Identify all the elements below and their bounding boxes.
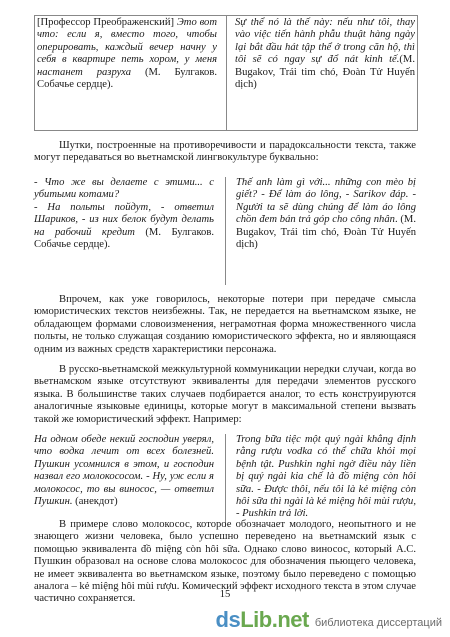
paragraph-1: Шутки, построенные на противоречивости и парадоксальности текста, также могут передаваться во вьетнамской лингвокультуре буквально: (34, 140, 416, 164)
paragraph-4: В примере слово молокосос, которое обозначает молодого, неопытного и не знающего жизни человека, было успешно переведено на вьетнамский язык с помощью эквивалента đồ miệng còn hôi sữa. Однако слово виносос, который А.С. Пушкин образовал на основе слова молокосос для обозначения пьющего человека, не имеет эквивалента во вьетнамском языке, поэтому было переведено с помощью аналога – kẻ miệng hôi mùi rượu. Комический эффект исходного текста в этом случае частично сохраняется. (34, 519, 416, 605)
watermark-tagline: библиотека диссертаций (314, 616, 442, 629)
column-divider (226, 16, 227, 130)
bilingual-table-1 (34, 15, 418, 131)
russian-quote: [Профессор Преображенский] Это вот что: если я, вместо того, чтобы оперировать, каждый вечер начну у себя в квартире петь хором, у меня настанет разруха (М. Булгаков. Собачье сердце). (37, 17, 217, 91)
paragraph-3: В русско-вьетнамской межкультурной коммуникации нередки случаи, когда во вьетнамском языке отсутствуют эквиваленты для передачи элементов русского языка. В большинстве таких случаев подбирается аналог, то есть конструируются аналогичные языковые единицы, которые могут в максимальной степени вызвать такой же юмористический эффект. Например: (34, 364, 416, 425)
page-number: 15 (219, 589, 231, 600)
paragraph-2: Впрочем, как уже говорилось, некоторые потери при передаче смысла юмористических текстов неизбежны. Так, не передается на вьетнамском языке, не обладающем формами словоизменения, неграмотная форма множественного числа польты, не только служащая созданию юмористического эффекта, но и являющаяся одним из важных средств характеристики персонажа. (34, 294, 416, 355)
vietnamese-translation: Thế anh làm gì với... những con mèo bị giết? - Để làm áo lông, - Sarikov đáp. - Người ta sẽ dùng chúng để làm áo lông chồn đem bán trả góp cho công nhân. (M. Bugakov, Trái tim chó, Đoàn Tử Huyến dịch) (236, 177, 416, 251)
column-divider (225, 177, 226, 285)
watermark (216, 607, 442, 633)
vietnamese-translation: Trong bữa tiệc một quý ngài khẳng định rằng rượu vodka có thể chữa khỏi mọi bệnh tật. Pushkin nghi ngờ điều này liền bị quý ngài kia chế là đồ miệng còn hôi sữa. - Được thôi, nếu tôi là kẻ miệng còn hôi sữa thì ngài là kẻ miệng hôi mùi rượu, - Pushkin trả lời. (236, 434, 416, 520)
bilingual-table-2 (34, 177, 416, 285)
russian-quote: - Что же вы делаете с этими... с убитыми котами? - На польты пойдут, - ответил Шариков, - из них белок будут делать на рабочий кредит (М. Булгаков. Собачье сердце). (34, 177, 214, 251)
column-divider (225, 434, 226, 527)
dslib-logo: dsLib.net (215, 607, 309, 632)
vietnamese-translation: Sự thể nó là thế này: nếu như tôi, thay vào việc tiến hành phẫu thuật hàng ngày lại bắt đầu hát tập thể ở trong căn hộ, thì tôi sẽ có ngay sự đổ nát kinh tế.(M. Bugakov, Trái tim chó, Đoàn Tử Huyến dịch) (235, 17, 415, 91)
bilingual-table-3 (34, 434, 416, 527)
russian-anecdote: На одном обеде некий господин уверял, что водка лечит от всех болезней. Пушкин усомнился в этом, и господин назвал его молокососом. - Ну, уж если я молокосос, то вы виносос, — ответил Пушкин. (анекдот) (34, 434, 214, 508)
